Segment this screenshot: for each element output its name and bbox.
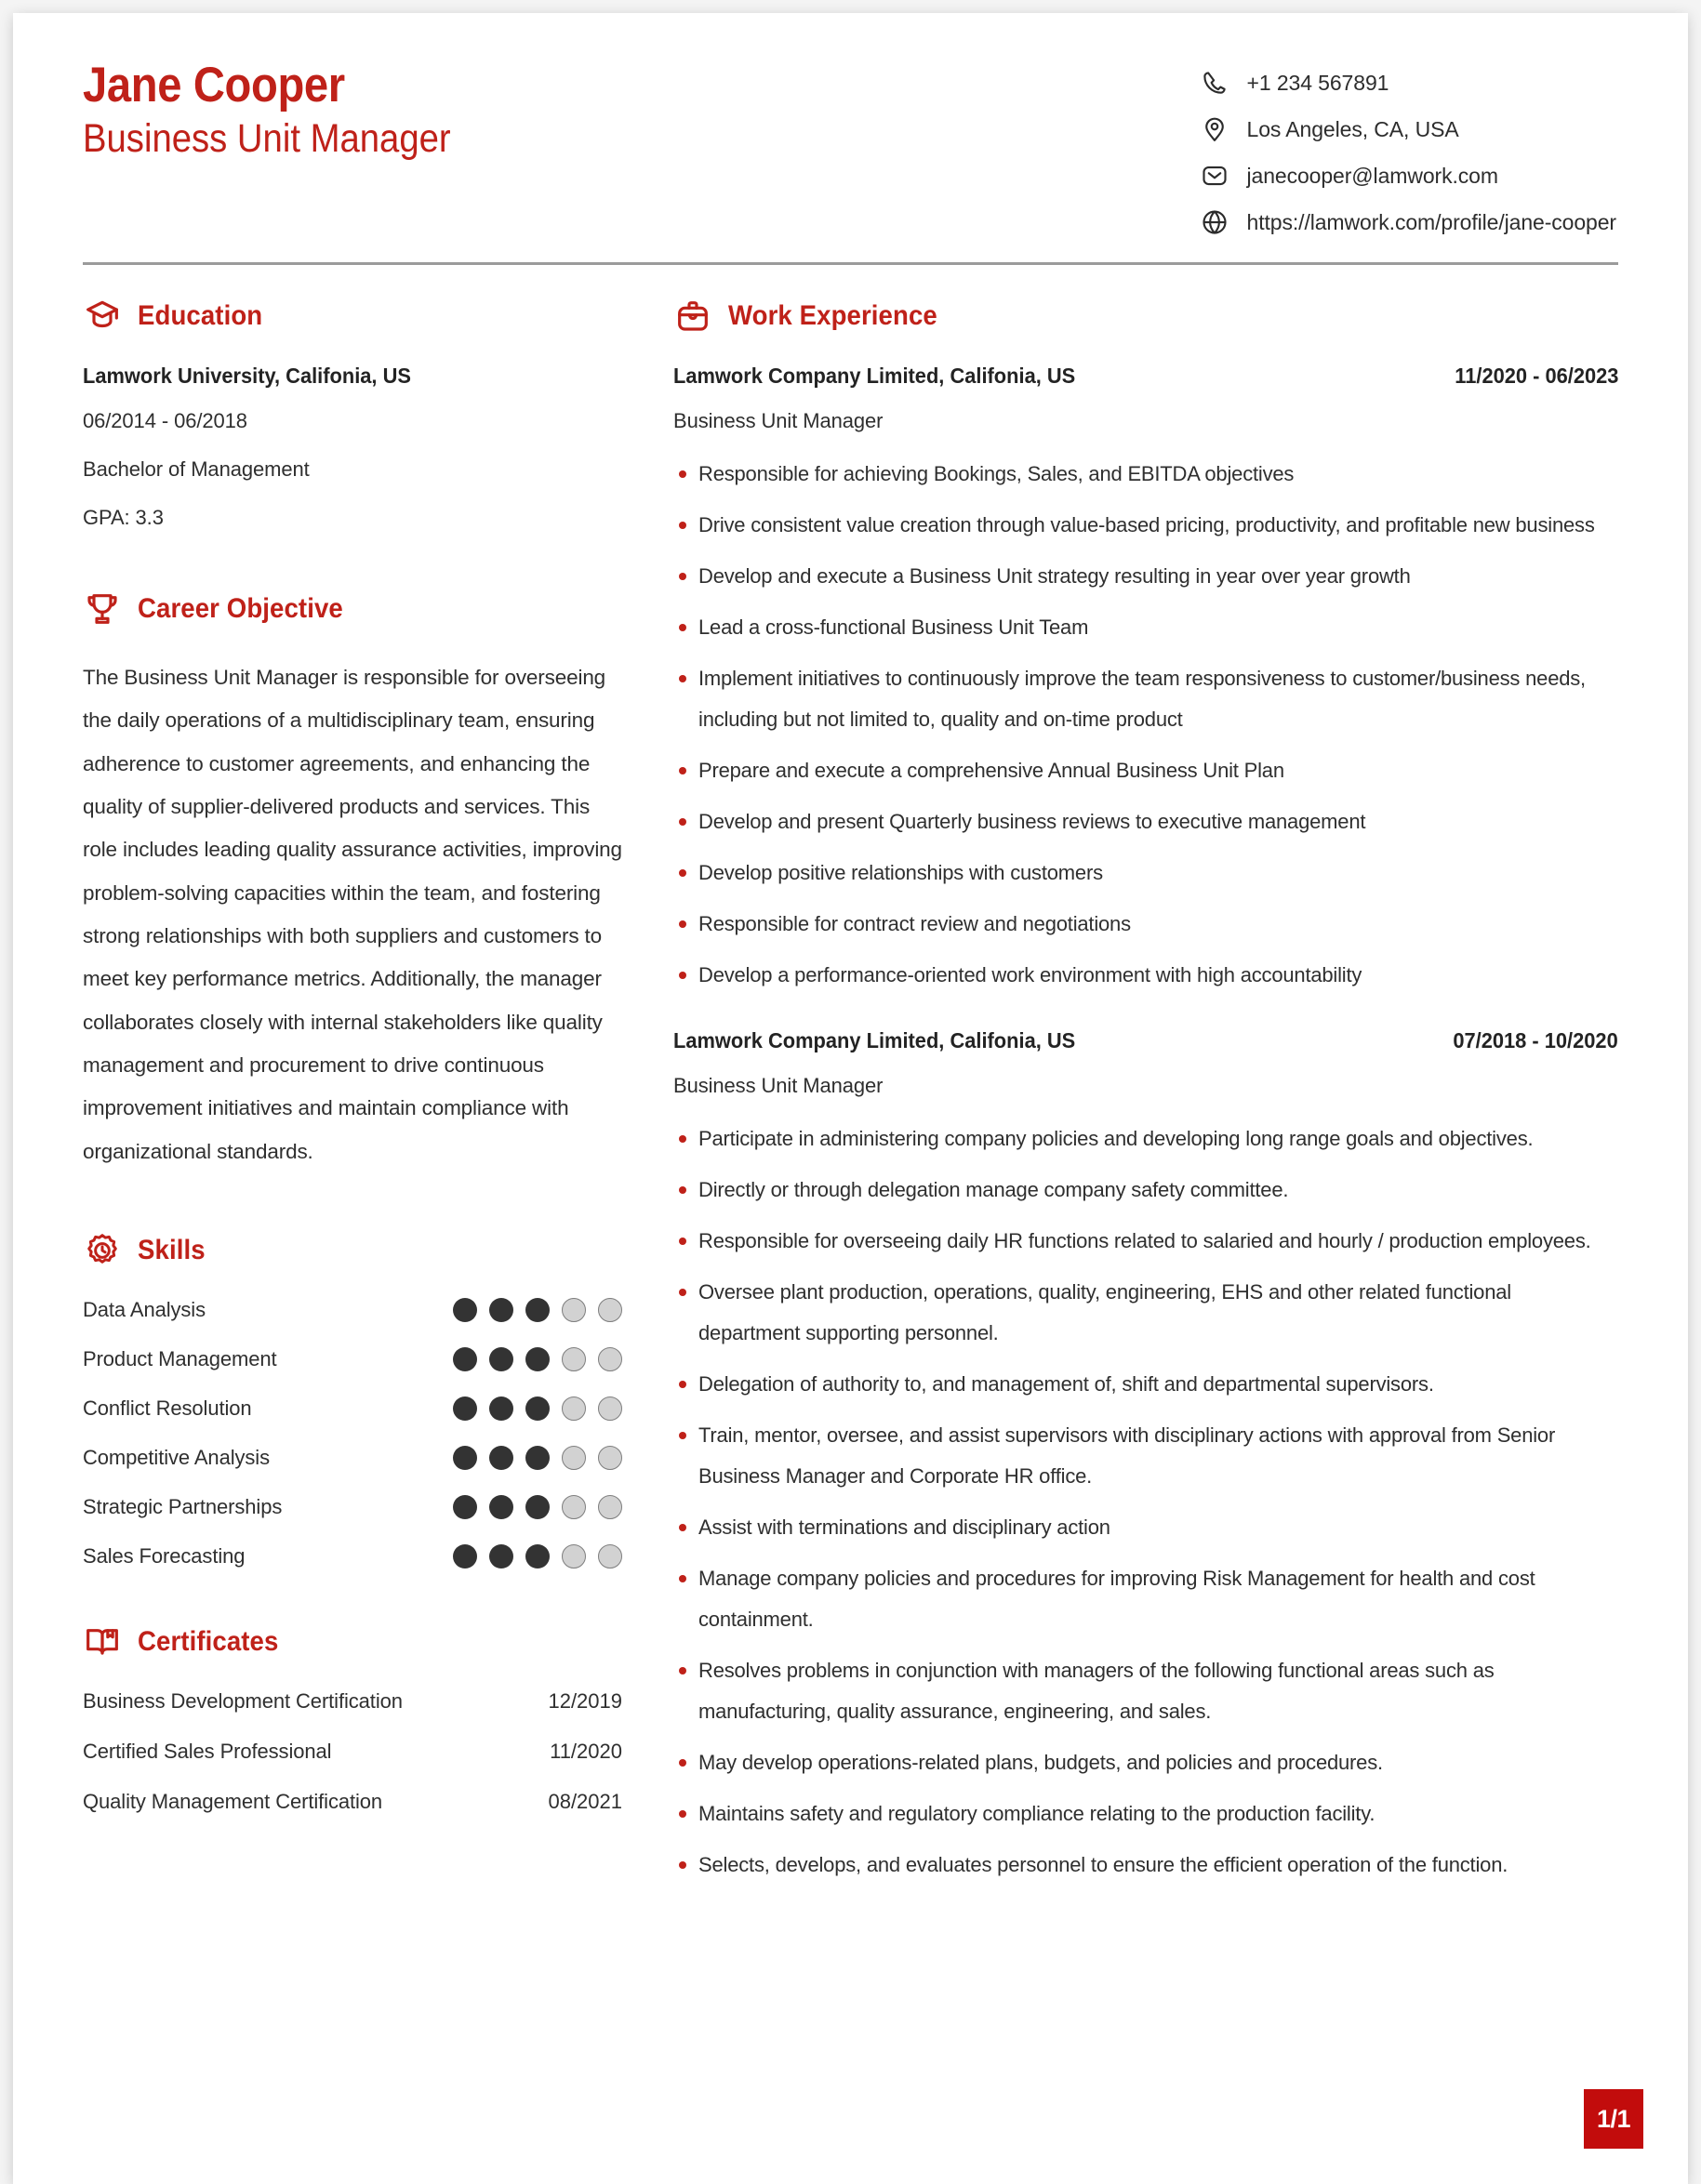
job-bullet: Assist with terminations and disciplinary action — [673, 1507, 1618, 1548]
job-bullet: May develop operations-related plans, budgets, and policies and procedures. — [673, 1742, 1618, 1783]
skill-dot-empty — [598, 1495, 622, 1519]
skill-dot-filled — [453, 1495, 477, 1519]
skill-name: Strategic Partnerships — [83, 1495, 283, 1519]
job-dates: 11/2020 - 06/2023 — [1454, 364, 1618, 388]
job-entry — [673, 364, 1618, 996]
skill-dot-empty — [562, 1298, 586, 1322]
gear-clock-icon — [83, 1231, 122, 1270]
job-bullet: Develop and execute a Business Unit strategy resulting in year over year growth — [673, 556, 1618, 597]
skill-row — [83, 1298, 622, 1322]
job-bullet: Lead a cross-functional Business Unit Team — [673, 607, 1618, 648]
skill-rating — [453, 1396, 622, 1421]
skill-name: Data Analysis — [83, 1298, 206, 1322]
job-role: Business Unit Manager — [673, 409, 884, 432]
page-number-badge — [1584, 2089, 1643, 2149]
job-bullet: Manage company policies and procedures for improving Risk Management for health and cost containment. — [673, 1558, 1618, 1640]
job-header — [673, 1028, 1618, 1053]
certificate-row — [83, 1740, 622, 1764]
skill-name: Product Management — [83, 1347, 277, 1371]
section-header-career-objective — [83, 589, 622, 629]
job-bullet: Selects, develops, and evaluates personnel to ensure the efficient operation of the function. — [673, 1845, 1618, 1886]
skill-dot-empty — [598, 1544, 622, 1569]
skill-dot-filled — [489, 1495, 513, 1519]
section-header-certificates — [83, 1622, 622, 1661]
section-title-certificates: Certificates — [138, 1626, 279, 1658]
skill-row — [83, 1446, 622, 1470]
skill-dot-filled — [525, 1544, 550, 1569]
contact-value-email: janecooper@lamwork.com — [1246, 163, 1498, 188]
skill-rating — [453, 1446, 622, 1470]
jobs-list — [673, 364, 1618, 1886]
job-bullet: Responsible for overseeing daily HR functions related to salaried and hourly / production employees. — [673, 1221, 1618, 1262]
right-column — [659, 297, 1618, 1896]
job-header — [673, 364, 1618, 389]
skill-dot-empty — [598, 1298, 622, 1322]
certificate-name: Quality Management Certification — [83, 1790, 383, 1814]
skill-row — [83, 1396, 622, 1421]
job-separator — [673, 1006, 1618, 1028]
job-bullet: Develop a performance-oriented work environment with high accountability — [673, 955, 1618, 996]
job-bullet: Develop positive relationships with customers — [673, 853, 1618, 893]
education-dates: 06/2014 - 06/2018 — [83, 409, 247, 432]
section-title-career-objective: Career Objective — [138, 593, 343, 624]
section-title-education: Education — [138, 300, 263, 331]
skill-dot-empty — [562, 1396, 586, 1421]
skill-rating — [453, 1347, 622, 1371]
skill-row — [83, 1347, 622, 1371]
contact-item-website[interactable] — [1199, 206, 1617, 238]
certificate-date: 11/2020 — [550, 1740, 622, 1764]
education-gpa: GPA: 3.3 — [83, 506, 164, 529]
job-dates: 07/2018 - 10/2020 — [1453, 1028, 1618, 1052]
skill-rating — [453, 1298, 622, 1322]
skill-dot-filled — [489, 1396, 513, 1421]
section-education — [83, 297, 622, 530]
job-bullet: Resolves problems in conjunction with managers of the following functional areas such as manufacturing, quality assurance, engineering, and sales. — [673, 1650, 1618, 1732]
skill-rating — [453, 1544, 622, 1569]
skill-dot-filled — [525, 1446, 550, 1470]
resume-header — [83, 13, 1618, 238]
job-bullet: Train, mentor, oversee, and assist supervisors with disciplinary actions with approval from Senior Business Manager and Corporate HR office. — [673, 1415, 1618, 1497]
skill-dot-empty — [562, 1544, 586, 1569]
job-bullet-list — [673, 454, 1618, 996]
phone-icon — [1199, 67, 1230, 99]
trophy-icon — [83, 589, 122, 629]
education-degree: Bachelor of Management — [83, 457, 310, 481]
skill-dot-filled — [489, 1446, 513, 1470]
certificate-name: Certified Sales Professional — [83, 1740, 332, 1764]
job-bullet-list — [673, 1118, 1618, 1886]
skill-row — [83, 1495, 622, 1519]
skill-dot-filled — [453, 1396, 477, 1421]
contact-value-website: https://lamwork.com/profile/jane-cooper — [1246, 209, 1616, 234]
section-header-education — [83, 297, 622, 336]
job-bullet: Responsible for contract review and negotiations — [673, 904, 1618, 945]
globe-icon — [1199, 206, 1230, 238]
resume-page — [13, 13, 1688, 2184]
page-title: Jane Cooper — [83, 58, 345, 113]
contact-value-phone: +1 234 567891 — [1246, 70, 1389, 95]
contact-list — [1199, 48, 1619, 238]
briefcase-icon — [673, 297, 712, 336]
skill-row — [83, 1544, 622, 1569]
skill-rating — [453, 1495, 622, 1519]
career-objective-text: The Business Unit Manager is responsible for overseeing the daily operations of a multidisciplinary team, ensuring adherence to customer agreements, and enhancing the quality of supplier-delivered products and services. This role includes leading quality assurance activities, improving problem-solving capacities within the team, and fostering strong relationships with both suppliers and customers to meet key performance metrics. Additionally, the manager collaborates closely with internal stakeholders like quality management and procurement to drive continuous improvement initiatives and maintain compliance with organizational standards. — [83, 666, 622, 1163]
page-number-label: 1/1 — [1596, 2104, 1631, 2133]
job-bullet: Oversee plant production, operations, quality, engineering, EHS and other related functional department supporting personnel. — [673, 1272, 1618, 1354]
job-bullet: Directly or through delegation manage company safety committee. — [673, 1170, 1618, 1211]
skill-dot-empty — [598, 1396, 622, 1421]
section-header-work-experience — [673, 297, 1618, 336]
open-book-icon — [83, 1622, 122, 1661]
skill-name: Sales Forecasting — [83, 1544, 246, 1569]
left-column — [83, 297, 659, 1896]
job-bullet: Delegation of authority to, and management of, shift and departmental supervisors. — [673, 1364, 1618, 1405]
job-bullet: Maintains safety and regulatory compliance relating to the production facility. — [673, 1794, 1618, 1834]
skill-dot-empty — [562, 1495, 586, 1519]
skill-dot-filled — [525, 1495, 550, 1519]
skill-dot-filled — [489, 1544, 513, 1569]
skill-dot-filled — [525, 1347, 550, 1371]
certificate-row — [83, 1790, 622, 1814]
skill-dot-filled — [453, 1298, 477, 1322]
skill-name: Conflict Resolution — [83, 1396, 252, 1421]
certificates-list — [83, 1689, 622, 1814]
header-job-title: Business Unit Manager — [83, 116, 451, 162]
identity-block — [83, 48, 497, 165]
skill-dot-filled — [489, 1347, 513, 1371]
section-certificates — [83, 1622, 622, 1814]
job-bullet: Implement initiatives to continuously improve the team responsiveness to customer/business needs, including but not limited to, quality and on-time product — [673, 658, 1618, 740]
skill-dot-empty — [562, 1446, 586, 1470]
job-bullet: Develop and present Quarterly business reviews to executive management — [673, 801, 1618, 842]
skill-dot-empty — [562, 1347, 586, 1371]
certificate-name: Business Development Certification — [83, 1689, 403, 1714]
section-title-skills: Skills — [138, 1235, 206, 1266]
skills-list — [83, 1298, 622, 1569]
skill-dot-filled — [453, 1446, 477, 1470]
contact-item-location[interactable] — [1199, 113, 1617, 145]
certificate-row — [83, 1689, 622, 1714]
section-career-objective — [83, 589, 622, 1173]
location-pin-icon — [1199, 113, 1230, 145]
skill-dot-filled — [525, 1298, 550, 1322]
job-bullet: Responsible for achieving Bookings, Sales, and EBITDA objectives — [673, 454, 1618, 495]
job-bullet: Drive consistent value creation through value-based pricing, productivity, and profitable new business — [673, 505, 1618, 546]
job-bullet: Participate in administering company policies and developing long range goals and objectives. — [673, 1118, 1618, 1159]
job-company: Lamwork Company Limited, Califonia, US — [673, 364, 1076, 388]
job-bullet: Prepare and execute a comprehensive Annual Business Unit Plan — [673, 750, 1618, 791]
section-title-work-experience: Work Experience — [728, 300, 937, 331]
certificate-date: 08/2021 — [548, 1790, 622, 1814]
skill-dot-filled — [489, 1298, 513, 1322]
job-company: Lamwork Company Limited, Califonia, US — [673, 1028, 1076, 1052]
section-skills — [83, 1231, 622, 1569]
education-school: Lamwork University, Califonia, US — [83, 364, 411, 388]
section-header-skills — [83, 1231, 622, 1270]
skill-dot-empty — [598, 1347, 622, 1371]
contact-item-phone[interactable] — [1199, 67, 1617, 99]
contact-value-location: Los Angeles, CA, USA — [1246, 116, 1459, 141]
skill-dot-filled — [453, 1347, 477, 1371]
job-role: Business Unit Manager — [673, 1074, 884, 1097]
contact-item-email[interactable] — [1199, 160, 1617, 192]
graduation-cap-icon — [83, 297, 122, 336]
certificate-date: 12/2019 — [548, 1689, 622, 1714]
skill-dot-filled — [525, 1396, 550, 1421]
job-entry — [673, 1028, 1618, 1886]
skill-dot-empty — [598, 1446, 622, 1470]
section-work-experience — [673, 297, 1618, 1886]
skill-dot-filled — [453, 1544, 477, 1569]
skill-name: Competitive Analysis — [83, 1446, 270, 1470]
envelope-icon — [1199, 160, 1230, 192]
resume-body — [83, 265, 1618, 1896]
